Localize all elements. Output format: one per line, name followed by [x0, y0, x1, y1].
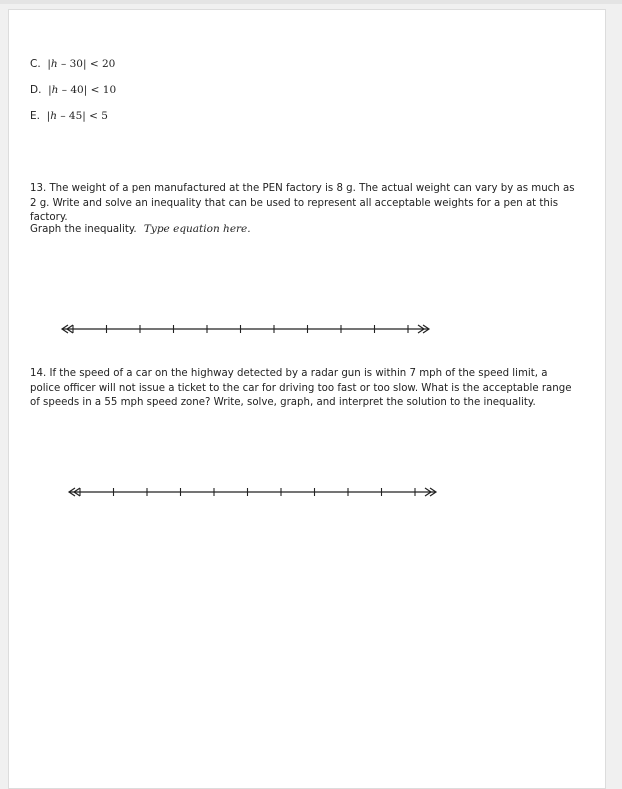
choice-c-expression: |h – 30| < 20 [44, 58, 116, 70]
choice-d [30, 84, 116, 97]
choice-d-letter: D. [30, 84, 42, 96]
choice-d-expression: |h – 40| < 10 [44, 84, 117, 96]
choice-c-letter: C. [30, 58, 41, 70]
number-line-14 [66, 483, 438, 501]
choice-e [30, 110, 108, 123]
equation-placeholder[interactable]: Type equation here. [143, 223, 251, 235]
choice-e-expression: |h – 45| < 5 [43, 110, 108, 122]
number-line-13 [59, 320, 431, 338]
graph-prompt-text: Graph the inequality. [30, 224, 137, 235]
question-13-graph-prompt [30, 223, 251, 236]
top-strip [0, 0, 622, 4]
question-13-text: 13. The weight of a pen manufactured at the PEN factory is 8 g. The actual weight can vary by as much as 2 g. Write and solve an inequality that can be used to represent all acceptable weights for a pen at this factory. [30, 183, 575, 223]
question-14-text: 14. If the speed of a car on the highway detected by a radar gun is within 7 mph of the speed limit, a police officer will not issue a ticket to the car for driving too fast or too slow. What is the acceptable range of speeds in a 55 mph speed zone? Write, solve, graph, and interpret the solution to the inequality. [30, 368, 572, 408]
choice-e-letter: E. [30, 110, 40, 122]
document-page [8, 9, 606, 789]
choice-c [30, 58, 115, 71]
